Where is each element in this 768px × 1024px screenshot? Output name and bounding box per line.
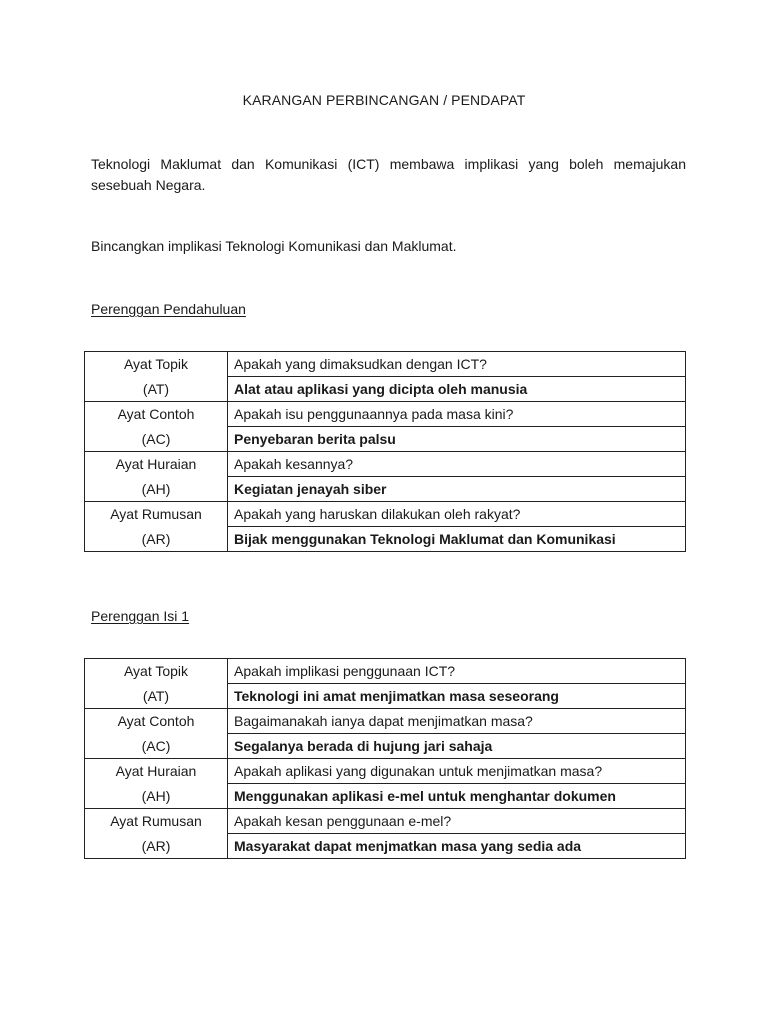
- row-answer: Alat atau aplikasi yang dicipta oleh manusia: [228, 377, 686, 402]
- row-question: Bagaimanakah ianya dapat menjimatkan masa?: [228, 709, 686, 734]
- row-question: Apakah yang haruskan dilakukan oleh rakyat?: [228, 502, 686, 527]
- row-answer: Segalanya berada di hujung jari sahaja: [228, 734, 686, 759]
- row-abbr: (AC): [85, 427, 228, 452]
- row-label: Ayat Topik: [85, 659, 228, 684]
- row-label: Ayat Rumusan: [85, 502, 228, 527]
- row-label: Ayat Rumusan: [85, 809, 228, 834]
- row-label: Ayat Huraian: [85, 452, 228, 477]
- row-label: Ayat Huraian: [85, 759, 228, 784]
- row-abbr: (AR): [85, 834, 228, 859]
- table-row: [85, 784, 686, 809]
- row-abbr: (AT): [85, 377, 228, 402]
- row-answer: Teknologi ini amat menjimatkan masa seseorang: [228, 684, 686, 709]
- row-question: Apakah kesannya?: [228, 452, 686, 477]
- row-answer: Masyarakat dapat menjmatkan masa yang sedia ada: [228, 834, 686, 859]
- table-row: [85, 709, 686, 734]
- table-row: [85, 502, 686, 527]
- essay-prompt: Bincangkan implikasi Teknologi Komunikasi dan Maklumat.: [91, 238, 457, 254]
- section-heading-isi-1: Perenggan Isi 1: [91, 608, 190, 624]
- row-abbr: (AH): [85, 784, 228, 809]
- table-row: [85, 477, 686, 502]
- row-answer: Bijak menggunakan Teknologi Maklumat dan Komunikasi: [228, 527, 686, 552]
- row-answer: Penyebaran berita palsu: [228, 427, 686, 452]
- row-question: Apakah kesan penggunaan e-mel?: [228, 809, 686, 834]
- table-row: [85, 352, 686, 377]
- table-row: [85, 809, 686, 834]
- table-row: [85, 734, 686, 759]
- table-row: [85, 452, 686, 477]
- section-heading-pendahuluan: Perenggan Pendahuluan: [91, 301, 246, 317]
- row-answer: Kegiatan jenayah siber: [228, 477, 686, 502]
- row-abbr: (AH): [85, 477, 228, 502]
- table-row: [85, 402, 686, 427]
- row-label: Ayat Contoh: [85, 709, 228, 734]
- table-row: [85, 377, 686, 402]
- table-row: [85, 834, 686, 859]
- table-row: [85, 527, 686, 552]
- document-title: KARANGAN PERBINCANGAN / PENDAPAT: [242, 92, 526, 108]
- row-abbr: (AR): [85, 527, 228, 552]
- table-row: [85, 759, 686, 784]
- row-abbr: (AC): [85, 734, 228, 759]
- row-question: Apakah aplikasi yang digunakan untuk menjimatkan masa?: [228, 759, 686, 784]
- row-label: Ayat Topik: [85, 352, 228, 377]
- intro-paragraph: Teknologi Maklumat dan Komunikasi (ICT) membawa implikasi yang boleh memajukan sesebuah Negara.: [91, 156, 686, 193]
- row-answer: Menggunakan aplikasi e-mel untuk menghantar dokumen: [228, 784, 686, 809]
- row-question: Apakah isu penggunaannya pada masa kini?: [228, 402, 686, 427]
- table-row: [85, 684, 686, 709]
- row-question: Apakah implikasi penggunaan ICT?: [228, 659, 686, 684]
- table-row: [85, 659, 686, 684]
- row-question: Apakah yang dimaksudkan dengan ICT?: [228, 352, 686, 377]
- row-abbr: (AT): [85, 684, 228, 709]
- row-label: Ayat Contoh: [85, 402, 228, 427]
- table-row: [85, 427, 686, 452]
- outline-table-pendahuluan: [84, 351, 686, 552]
- outline-table-isi-1: [84, 658, 686, 859]
